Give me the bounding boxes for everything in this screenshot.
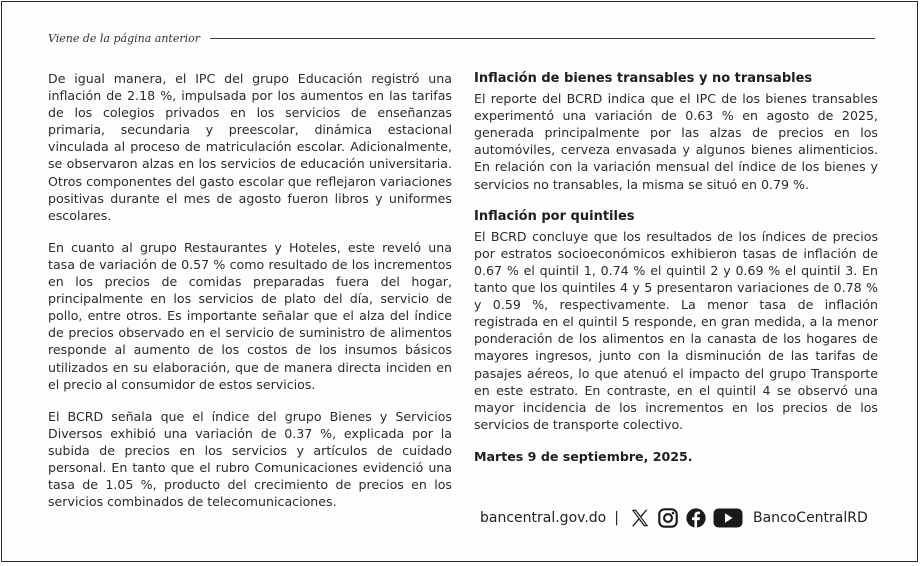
header-divider xyxy=(210,38,875,39)
section-title-quintiles: Inflación por quintiles xyxy=(474,208,635,224)
right-column xyxy=(474,70,878,465)
paragraph-diverse-goods: El BCRD señala que el índice del grupo Bienes y Servicios Diversos exhibió una variación de 0.37 %, explicada por la subida de precios en los servicios y artículos de cuidado personal. En tanto que el rubro Comunicaciones evidenció una tasa de 1.05 %, producto del crecimiento de precios en los servicios combinados de telecomunicaciones. xyxy=(48,408,452,510)
social-handle[interactable]: BancoCentralRD xyxy=(752,510,868,526)
document-page xyxy=(1,1,918,562)
instagram-icon[interactable] xyxy=(657,507,679,529)
paragraph-quintiles: El BCRD concluye que los resultados de los índices de precios por estratos socioeconómicos exhibieron tasas de inflación de 0.67 % el quintil 1, 0.74 % el quintil 2 y 0.69 % el quintil 3. En tanto que los quintiles 4 y 5 presentaron variaciones de 0.78 % y 0.59 %, respectivamente. La menor tasa de inflación registrada en el quintil 5 responde, en gran medida, a la menor ponderación de los alimentos en la canasta de los hogares de mayores ingresos, junto con la disminución de las tarifas de pasajes aéreos, lo que atenuó el impacto del grupo Transporte en este estrato. En contraste, en el quintil 4 se observó una mayor incidencia de los incrementos en los precios de los servicios de transporte colectivo. xyxy=(474,228,878,432)
left-column xyxy=(48,70,452,525)
footer-separator: | xyxy=(614,510,619,526)
section-title-tradables: Inflación de bienes transables y no transables xyxy=(474,71,813,86)
section-tradables xyxy=(474,70,878,193)
x-icon[interactable] xyxy=(629,507,651,529)
website-link[interactable]: bancentral.gov.do xyxy=(480,510,607,526)
page-header xyxy=(48,32,875,45)
footer xyxy=(480,507,880,529)
paragraph-education: De igual manera, el IPC del grupo Educación registró una inflación de 2.18 %, impulsada por los aumentos en las tarifas de los colegios privados en los servicios de enseñanzas primaria, secundaria y preescolar, dinámica estacional vinculada al proceso de matriculación escolar. Adicionalmente, se observaron alzas en los servicios de educación universitaria. Otros componentes del gasto escolar que reflejaron variaciones positivas durante el mes de agosto fueron libros y uniformes escolares. xyxy=(48,71,452,223)
section-quintiles xyxy=(474,208,878,433)
continuation-note: Viene de la página anterior xyxy=(48,32,201,45)
publication-date: Martes 9 de septiembre, 2025. xyxy=(474,448,693,464)
paragraph-tradables: El reporte del BCRD indica que el IPC de los bienes transables experimentó una variación de 0.63 % en agosto de 2025, generada principalmente por las alzas de precios en los automóviles, cerveza envasada y algunos bienes alimenticios. En relación con la variación mensual del índice de los bienes y servicios no transables, la misma se situó en 0.79 %. xyxy=(474,91,878,192)
youtube-icon[interactable] xyxy=(713,507,743,529)
paragraph-restaurants: En cuanto al grupo Restaurantes y Hoteles, este reveló una tasa de variación de 0.57 % como resultado de los incrementos en los precios de comidas preparadas fuera del hogar, principalmente en los servicios de plato del día, servicio de pollo, entre otros. Es importante señalar que el alza del índice de precios observado en el servicio de suministro de alimentos responde al aumento de los costos de los insumos básicos utilizados en su elaboración, que de manera directa inciden en el precio al consumidor de estos servicios. xyxy=(48,239,452,392)
facebook-icon[interactable] xyxy=(685,507,707,529)
